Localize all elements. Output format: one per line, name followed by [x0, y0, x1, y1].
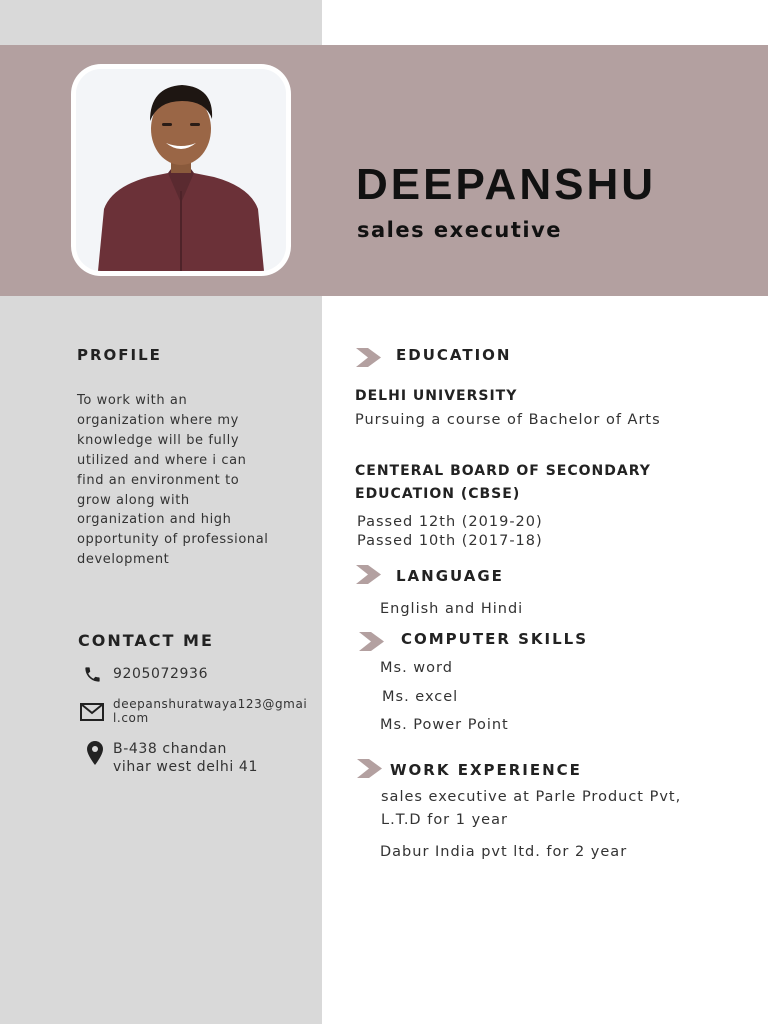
- phone-icon: [83, 665, 102, 684]
- photo-frame: [71, 64, 291, 276]
- profile-photo: [76, 69, 286, 271]
- education-chevron-icon: [356, 348, 381, 367]
- education-school-2-detail-1: Passed 12th (2019-20): [357, 514, 543, 530]
- language-chevron-icon: [356, 565, 381, 584]
- education-school-1: DELHI UNIVERSITY: [355, 388, 518, 404]
- education-school-2-detail-2: Passed 10th (2017-18): [357, 533, 543, 549]
- language-heading: LANGUAGE: [396, 567, 504, 585]
- work-experience-job-1-line-2: L.T.D for 1 year: [381, 812, 508, 828]
- profile-heading: PROFILE: [77, 346, 162, 364]
- education-school-2-line-1: CENTERAL BOARD OF SECONDARY: [355, 463, 651, 479]
- computer-skill-item: Ms. Power Point: [380, 717, 509, 733]
- computer-skill-item: Ms. word: [380, 660, 453, 676]
- education-heading: EDUCATION: [396, 346, 512, 364]
- work-experience-job-1-line-1: sales executive at Parle Product Pvt,: [381, 789, 682, 805]
- education-school-1-detail: Pursuing a course of Bachelor of Arts: [355, 412, 661, 428]
- phone-number: 9205072936: [113, 666, 209, 682]
- language-text: English and Hindi: [380, 601, 524, 617]
- computer-skills-chevron-icon: [359, 632, 384, 651]
- address-line-2: vihar west delhi 41: [113, 759, 258, 775]
- candidate-name: DEEPANSHU: [356, 160, 657, 209]
- address-line-1: B-438 chandan: [113, 741, 227, 757]
- contact-heading: CONTACT ME: [78, 631, 214, 650]
- education-school-2-line-2: EDUCATION (CBSE): [355, 486, 521, 502]
- person-portrait-image: [76, 69, 286, 271]
- job-title: sales executive: [357, 218, 563, 242]
- computer-skill-item: Ms. excel: [382, 689, 459, 705]
- address: [113, 740, 303, 776]
- email-address: deepanshuratwaya123@gmail.com: [113, 697, 308, 725]
- email-icon: [80, 703, 104, 721]
- work-experience-job-2: Dabur India pvt ltd. for 2 year: [380, 844, 628, 860]
- work-experience-heading: WORK EXPERIENCE: [390, 761, 582, 779]
- work-experience-chevron-icon: [357, 759, 382, 778]
- computer-skills-heading: COMPUTER SKILLS: [401, 630, 589, 648]
- profile-text: To work with an organization where my knowledge will be fully utilized and where i can find an environment to grow along with organization and high opportunity of professional development: [77, 393, 269, 568]
- location-pin-icon: [86, 740, 104, 766]
